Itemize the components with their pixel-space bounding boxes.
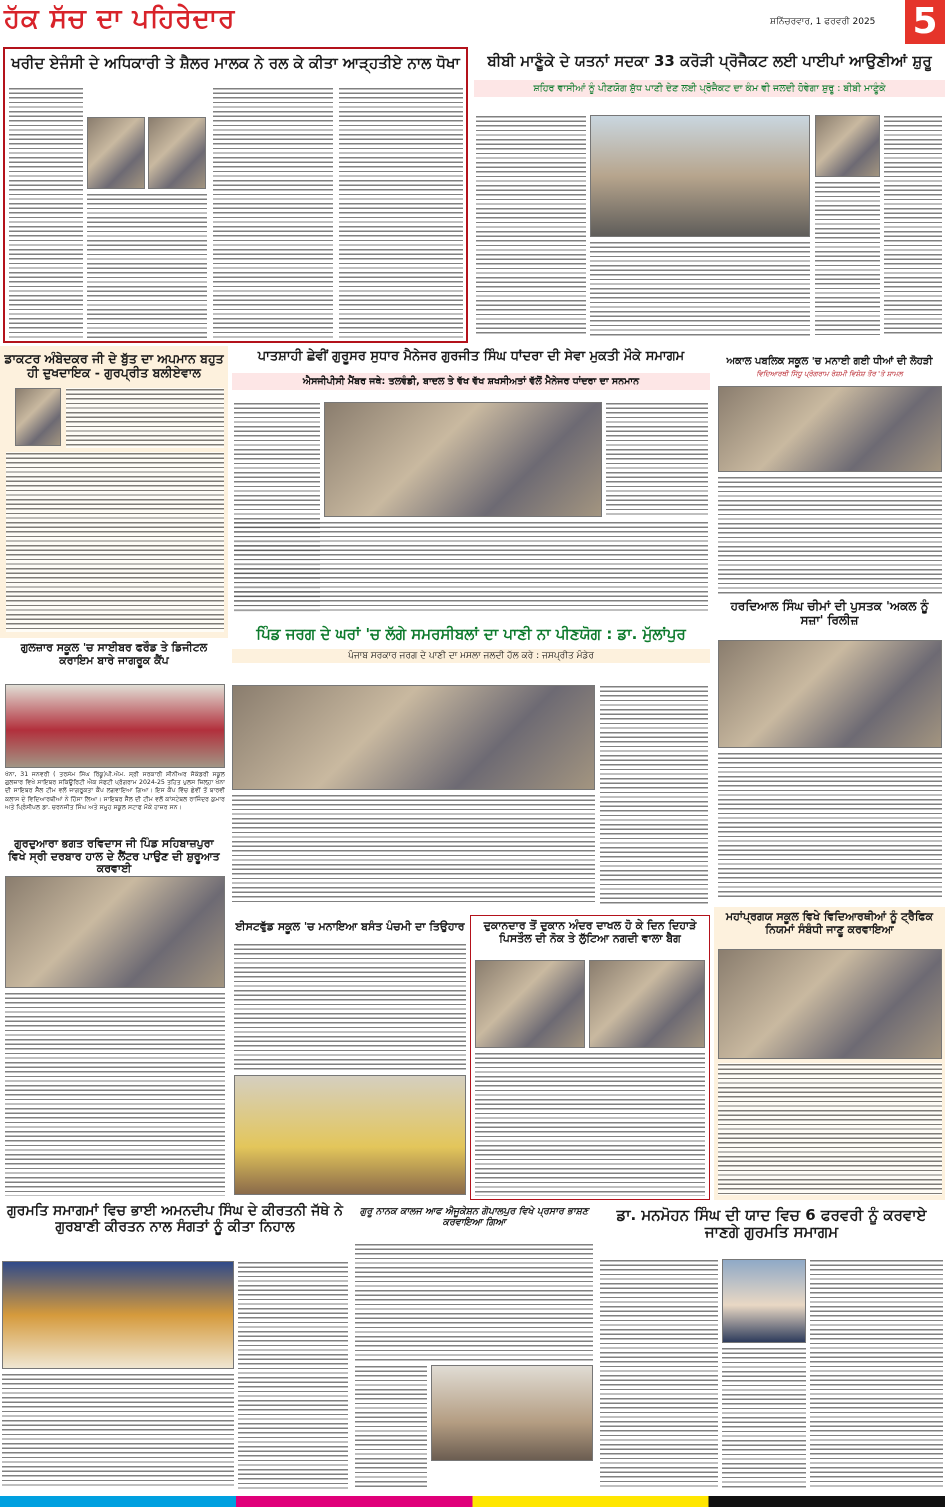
article-robbery (470, 915, 710, 1200)
subheadline: ਪੰਜਾਬ ਸਰਕਾਰ ਜਰਗ ਦੇ ਪਾਣੀ ਦਾ ਮਸਲਾ ਜਲਦੀ ਹੱਲ ਕਰੇ : ਜਸਪ੍ਰੀਤ ਮੰਡੇਰ (232, 649, 710, 663)
headline: ਬੀਬੀ ਮਾਣੂੰਕੇ ਦੇ ਯਤਨਾਂ ਸਦਕਾ 33 ਕਰੋੜੀ ਪ੍ਰੋਜੈਕਟ ਲਈ ਪਾਈਪਾਂ ਆਉਣੀਆਂ ਸ਼ੁਰੂ (487, 52, 932, 70)
print-color-bar (0, 1496, 945, 1507)
headline: ਪਿੰਡ ਜਰਗ ਦੇ ਘਰਾਂ 'ਚ ਲੱਗੇ ਸਮਰਸੀਬਲਾਂ ਦਾ ਪਾਣੀ ਨਾ ਪੀਣਯੋਗ : ਡਾ. ਮੁੱਲਾਂਪੁਰ (256, 625, 686, 643)
headline: ਪਾਤਸ਼ਾਹੀ ਛੇਵੀਂ ਗੁਰੂਸਰ ਸੁਧਾਰ ਮੈਨੇਜਰ ਗੁਰਜੀਤ ਸਿੰਘ ਧਾਂਦਰਾ ਦੀ ਸੇਵਾ ਮੁਕਤੀ ਮੌਕੇ ਸਮਾਗਮ (257, 349, 685, 364)
issue-date: ਸ਼ਨਿੱਚਰਵਾਰ, 1 ਫਰਵਰੀ 2025 (770, 17, 876, 27)
photo-person (15, 388, 61, 446)
headline: ਗੁਲਜ਼ਾਰ ਸਕੂਲ 'ਚ ਸਾਈਬਰ ਫਰੌਡ ਤੇ ਡਿਜੀਟਲ ਕਰਾਇਮ ਬਾਰੇ ਜਾਗਰੂਕ ਕੈਂਪ (20, 641, 208, 667)
article-lohri (714, 346, 945, 598)
photo-children (234, 1075, 466, 1195)
headline: ਹਰਦਿਆਲ ਸਿੰਘ ਚੀਮਾਂ ਦੀ ਪੁਸਤਕ 'ਅਕਲ ਨੂੰ ਸਜ਼ਾ' ਰਿਲੀਜ਼ (730, 599, 929, 627)
headline: ਗੁਰਦੁਆਰਾ ਭਗਤ ਰਵਿਦਾਸ ਜੀ ਪਿੰਡ ਸਹਿਬਾਜ਼ਪੁਰਾ ਵਿਖੇ ਸ੍ਰੀ ਦਰਬਾਰ ਹਾਲ ਦੇ ਲੈਂਟਰ ਪਾਉਣ ਦੀ ਸ਼ੁਰੂਆਤ ਕਰਵਾਈ (8, 837, 220, 876)
subheadline: ਸ਼ਹਿਰ ਵਾਸੀਆਂ ਨੂੰ ਪੀਣਯੋਗ ਸ਼ੁੱਧ ਪਾਣੀ ਦੇਣ ਲਈ ਪ੍ਰੋਜੈਕਟ ਦਾ ਕੰਮ ਵੀ ਜਲਦੀ ਹੋਵੇਗਾ ਸ਼ੁਰੂ : ਬੀਬੀ ਮਾਣੂੰਕੇ (474, 80, 945, 97)
photo-college (431, 1365, 593, 1461)
headline: ਗੁਰੂ ਨਾਨਕ ਕਾਲਜ ਆਫ ਐਜੂਕੇਸ਼ਨ ਗੋਪਾਲਪੁਰ ਵਿਖੇ ਪ੍ਰਸਾਰ ਭਾਸ਼ਣ ਕਰਵਾਇਆ ਗਿਆ (359, 1206, 589, 1228)
masthead-logo: ਹੱਕ ਸੱਚ ਦਾ ਪਹਿਰੇਦਾਰ (4, 4, 236, 34)
photo-ceremony (324, 402, 602, 517)
headline: ਦੁਕਾਨਦਾਰ ਤੋਂ ਦੁਕਾਨ ਅੰਦਰ ਦਾਖਲ ਹੋ ਕੇ ਦਿਨ ਦਿਹਾੜੇ ਪਿਸਤੌਲ ਦੀ ਨੋਕ ਤੇ ਲੁੱਟਿਆ ਨਗਦੀ ਵਾਲਾ ਬੈਗ (483, 919, 697, 945)
photo-kirtan (2, 1261, 234, 1369)
headline: ਡਾਕਟਰ ਅੰਬੇਦਕਰ ਜੀ ਦੇ ਬੁੱਤ ਦਾ ਅਪਮਾਨ ਬਹੁਤ ਹੀ ਦੁਖਦਾਇਕ - ਗੁਰਪ੍ਰੀਤ ਬਲੀਏਵਾਲ (4, 351, 224, 381)
photo-village (232, 685, 595, 790)
article-procurement-fraud (3, 47, 468, 343)
headline: ਮਹਾਂਪ੍ਰਗਯ ਸਕੂਲ ਵਿਖੇ ਵਿਦਿਆਰਥੀਆਂ ਨੂੰ ਟ੍ਰੈਫਿਕ ਨਿਯਮਾਂ ਸੰਬੰਧੀ ਜਾਣੂ ਕਰਵਾਇਆ (725, 910, 934, 936)
photo-classroom (718, 949, 942, 1059)
subheadline: ਐਸਜੀਪੀਸੀ ਮੈਂਬਰ ਜਥੇ: ਤਲਵੰਡੀ, ਬਾਦਲ ਤੇ ਵੱਖ ਵੱਖ ਸ਼ਖਸੀਅਤਾਂ ਵੱਲੋਂ ਮੈਨੇਜਰ ਧਾਂਦਰਾ ਦਾ ਸਨਮਾਨ (232, 373, 710, 390)
article-manmohan-singh (598, 1203, 945, 1493)
article-body: ਖੰਨਾ, 31 ਜਨਵਰੀ ( ਤਰਸੇਮ ਸਿੰਘ ਰਿੰਕੂ)ਪੀ.ਐਮ. ਸ੍ਰੀ ਸਰਕਾਰੀ ਸੀਨੀਅਰ ਸੈਕੰਡਰੀ ਸਕੂਲ ਗੁਲਜ਼ਾਰ ਵਿਖੇ ਸਾਇਬਰ ਸਕਿਊਰਿਟੀ ਐਕ ਸੇਫਟੀ ਪ੍ਰੋਗਰਾਮ 2024-25 ਤਹਿਤ ਪੁਲਸ ਜ਼ਿਲ੍ਹਾ ਖੰਨਾ ਦੀ ਸਾਇਬਰ ਸੈੱਲ ਟੀਮ ਵਲੋਂ ਜਾਗਰੂਕਤਾ ਕੈਂਪ ਲਗਵਾਇਆ ਗਿਆ। ਇਸ ਕੈਂਪ ਵਿੱਚ ਛੇਵੀਂ ਤੋਂ ਬਾਰਵੀਂ ਕਲਾਸ ਦੇ ਵਿਦਿਆਰਥੀਆਂ ਨੇ ਹਿੱਸਾ ਲਿਆ। ਸਾਇਬਰ ਸੈੱਲ ਦੀ ਟੀਮ ਵਲੋਂ ਕਾਂਸਟੇਬਲ ਰਾਜਿੰਦਰ ਕੁਮਾਰ ਅਤੇ ਪ੍ਰਿੰਸੀਪਲ ਡਾ. ਚਰਨਜੀਤ ਸਿੰਘ ਅਤੇ ਸਮੂਹ ਸਕੂਲ ਸਟਾਫ ਮੌਕੇ ਹਾਜ਼ਰ ਸਨ। (5, 771, 225, 811)
photo-students (5, 684, 225, 768)
article-manager-retirement (232, 346, 710, 618)
article-ambedkar (0, 346, 228, 638)
headline: ਗੁਰਮਤਿ ਸਮਾਗਮਾਂ ਵਿਚ ਭਾਈ ਅਮਨਦੀਪ ਸਿੰਘ ਦੇ ਕੀਰਤਨੀ ਜੱਥੇ ਨੇ ਗੁਰਬਾਣੀ ਕੀਰਤਨ ਨਾਲ ਸੰਗਤਾਂ ਨੂੰ ਕੀਤਾ ਨਿਹਾਲ (7, 1203, 343, 1236)
article-pipes-project (474, 47, 945, 343)
article-basant (232, 915, 468, 1200)
article-book-release (714, 600, 945, 905)
article-gurdwara (0, 836, 228, 1200)
photo-shop (589, 960, 705, 1048)
photo-gurdwara (5, 876, 225, 988)
headline: ਈਸਟਵੁੱਡ ਸਕੂਲ 'ਚ ਮਨਾਇਆ ਬਸੰਤ ਪੰਚਮੀ ਦਾ ਤਿਉਹਾਰ (235, 920, 465, 933)
article-cyber-camp (0, 640, 228, 835)
photo-person (815, 115, 880, 177)
photo-pipes (590, 115, 810, 237)
photo-book-release (718, 640, 942, 748)
photo-person (87, 117, 145, 189)
article-college-lecture (353, 1203, 595, 1493)
page-number: 5 (905, 0, 945, 44)
photo-lohri (718, 386, 942, 472)
headline: ਡਾ. ਮਨਮੋਹਨ ਸਿੰਘ ਦੀ ਯਾਦ ਵਿਚ 6 ਫਰਵਰੀ ਨੂੰ ਕਰਵਾਏ ਜਾਣਗੇ ਗੁਰਮਤਿ ਸਮਾਗਮ (616, 1206, 927, 1242)
photo-person (148, 117, 206, 189)
photo-shop (475, 960, 585, 1048)
headline: ਖਰੀਦ ਏਜੰਸੀ ਦੇ ਅਧਿਕਾਰੀ ਤੇ ਸ਼ੈਲਰ ਮਾਲਕ ਨੇ ਰਲ ਕੇ ਕੀਤਾ ਆੜ੍ਹਤੀਏ ਨਾਲ ਧੋਖਾ (11, 54, 460, 72)
photo-manmohan-singh (722, 1259, 806, 1343)
article-kirtan (0, 1203, 350, 1493)
article-water-quality (232, 620, 710, 910)
headline: ਅਕਾਲ ਪਬਲਿਕ ਸਕੂਲ 'ਚ ਮਨਾਈ ਗਈ ਧੀਆਂ ਦੀ ਲੋਹੜੀ (726, 356, 933, 367)
article-traffic-rules (714, 907, 945, 1200)
subheadline: ਵਿਦਿਆਰਥੀ ਸਿੱਧੂ ਪ੍ਰੋਗਰਾਮ ਰੇਸ਼ਮੀ ਵਿਸ਼ੇਸ਼ ਤੌਰ 'ਤੇ ਸ਼ਾਮਲ (756, 369, 903, 378)
